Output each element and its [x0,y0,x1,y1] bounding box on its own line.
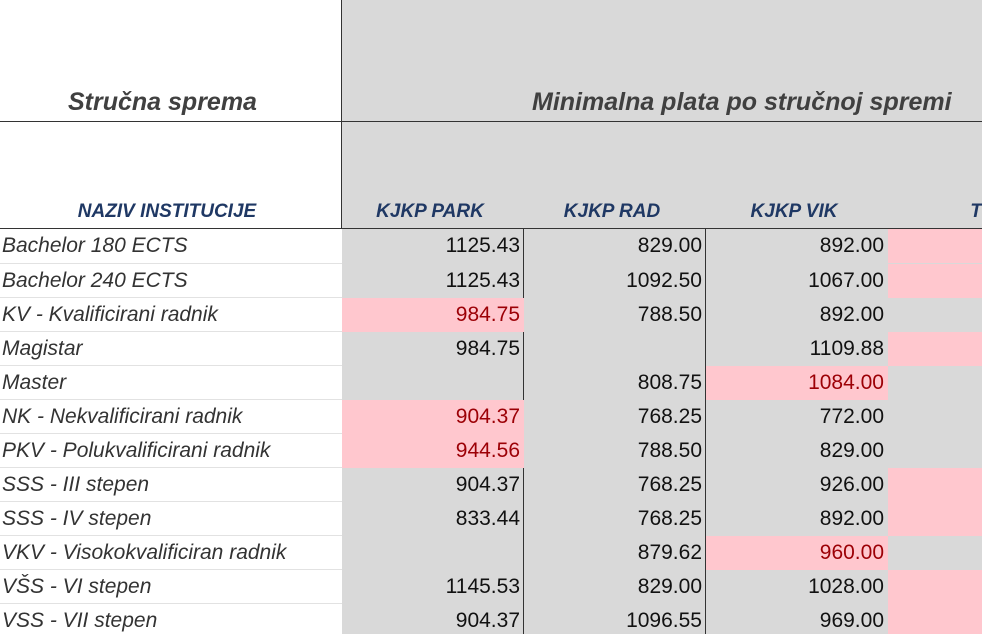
cell-kjkp-rad[interactable]: 768.25 [637,405,702,428]
cell-kjkp-rad[interactable]: 788.50 [637,303,702,326]
column-header-kjkp-vik[interactable]: KJKP VIK [750,201,838,222]
header-title-minimalna-plata[interactable]: Minimalna plata po stručnoj spremi [532,88,952,116]
table-row [0,536,982,570]
cell-kjkp-rad[interactable]: 1092.50 [626,269,702,292]
cell-kjkp-rad[interactable]: 829.00 [637,234,702,257]
cell-kjkp-rad[interactable]: 768.25 [637,473,702,496]
cell-kjkp-vik[interactable]: 969.00 [819,609,884,632]
table-row [0,468,982,502]
cell-kjkp-park[interactable]: 904.37 [455,609,520,632]
table-row [0,332,982,366]
cell-kjkp-rad[interactable]: 829.00 [637,575,702,598]
cell-t[interactable] [888,536,982,570]
row-name-cell[interactable]: SSS - III stepen [0,468,342,502]
table-row [0,502,982,536]
cell-kjkp-park[interactable]: 944.56 [342,434,524,468]
cell-t[interactable] [888,502,982,536]
cell-kjkp-park[interactable]: 904.37 [455,473,520,496]
table-row [0,264,982,298]
cell-kjkp-park[interactable]: 904.37 [342,400,524,434]
cell-kjkp-rad[interactable]: 1096.55 [626,609,702,632]
cell-t[interactable] [888,366,982,400]
row-name-cell[interactable]: SSS - IV stepen [0,502,342,536]
table-row [0,400,982,434]
cell-kjkp-rad[interactable]: 879.62 [637,541,702,564]
table-row [0,366,982,400]
cell-kjkp-rad[interactable]: 768.25 [637,507,702,530]
table-row [0,298,982,332]
row-name-cell[interactable]: KV - Kvalificirani radnik [0,298,342,332]
cell-t[interactable] [888,434,982,468]
cell-t[interactable] [888,604,982,634]
cell-kjkp-rad[interactable]: 808.75 [637,371,702,394]
table-row [0,570,982,604]
cell-kjkp-vik[interactable]: 892.00 [819,303,884,326]
cell-t[interactable] [888,570,982,604]
cell-t[interactable] [888,229,982,263]
table-row [0,229,982,263]
cell-kjkp-park[interactable]: 1145.53 [445,575,520,598]
cell-t[interactable] [888,400,982,434]
cell-kjkp-vik[interactable]: 1028.00 [808,575,884,598]
cell-t[interactable] [888,298,982,332]
cell-kjkp-vik[interactable]: 892.00 [819,234,884,257]
row-name-cell[interactable]: PKV - Polukvalificirani radnik [0,434,342,468]
row-name-cell[interactable]: VSS - VII stepen [0,604,342,634]
cell-t[interactable] [888,468,982,502]
cell-kjkp-park[interactable]: 833.44 [455,507,520,530]
cell-kjkp-park[interactable]: 1125.43 [445,234,520,257]
row-name-cell[interactable]: Magistar [0,332,342,366]
cell-kjkp-vik[interactable]: 772.00 [819,405,884,428]
cell-kjkp-park[interactable] [342,536,524,570]
cell-kjkp-vik[interactable]: 926.00 [819,473,884,496]
column-header-t[interactable]: T [970,201,982,222]
cell-kjkp-vik[interactable]: 1109.88 [809,337,884,360]
column-header-kjkp-rad[interactable]: KJKP RAD [563,201,661,222]
cell-kjkp-park[interactable]: 984.75 [455,337,520,360]
cell-kjkp-vik[interactable]: 892.00 [819,507,884,530]
row-name-cell[interactable]: VŠS - VI stepen [0,570,342,604]
cell-kjkp-park[interactable] [342,366,524,400]
row-name-cell[interactable]: Bachelor 180 ECTS [0,229,342,263]
cell-kjkp-vik[interactable]: 1084.00 [706,366,888,400]
header-bottom-border [0,121,982,122]
cell-kjkp-vik[interactable]: 1067.00 [808,269,884,292]
column-header-naziv-institucije[interactable]: NAZIV INSTITUCIJE [77,201,257,222]
cell-kjkp-vik[interactable]: 829.00 [819,439,884,462]
row-name-cell[interactable]: NK - Nekvalificirani radnik [0,400,342,434]
row-name-cell[interactable]: Bachelor 240 ECTS [0,264,342,298]
cell-kjkp-rad[interactable]: 788.50 [637,439,702,462]
column-header-kjkp-park[interactable]: KJKP PARK [376,201,484,222]
header-title-strucna-sprema[interactable]: Stručna sprema [68,88,257,116]
row-name-cell[interactable]: VKV - Visokokvalificiran radnik [0,536,342,570]
cell-t[interactable] [888,264,982,298]
cell-t[interactable] [888,332,982,366]
cell-kjkp-rad[interactable] [524,332,706,366]
row-name-cell[interactable]: Master [0,366,342,400]
table-row [0,604,982,634]
cell-kjkp-vik[interactable]: 960.00 [706,536,888,570]
table-row [0,434,982,468]
cell-kjkp-park[interactable]: 1125.43 [445,269,520,292]
cell-kjkp-park[interactable]: 984.75 [342,298,524,332]
